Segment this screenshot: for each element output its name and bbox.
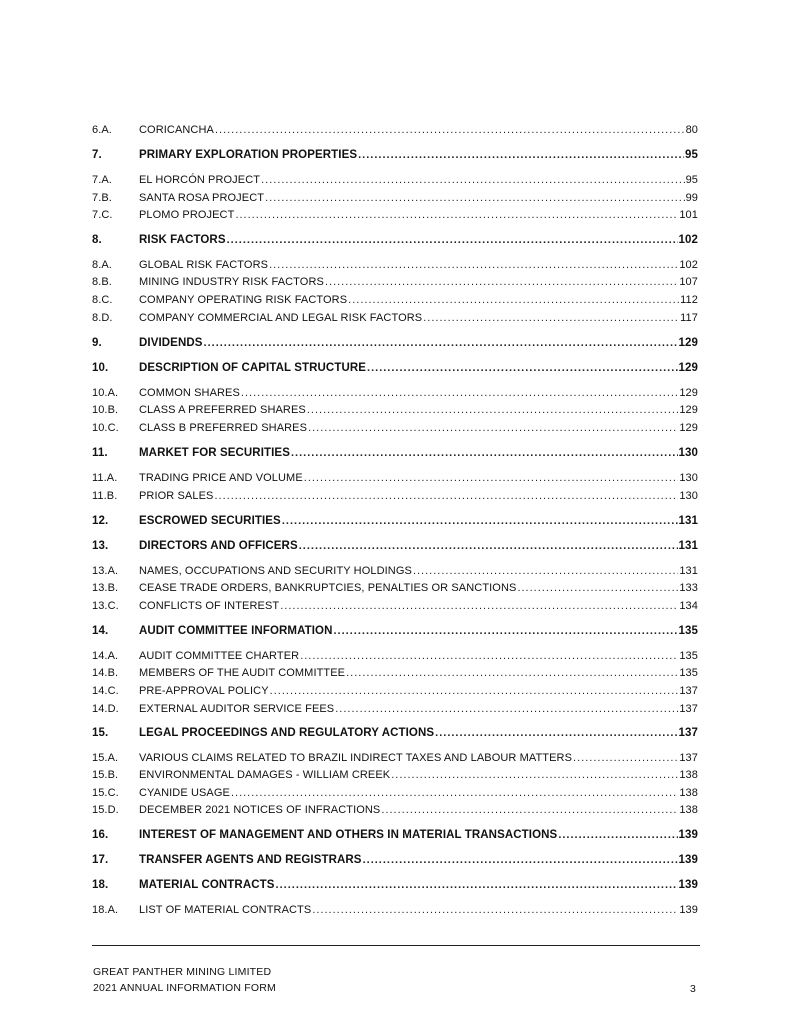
toc-subsection-entry[interactable]	[92, 121, 698, 137]
toc-entry-number: 13.B.	[92, 582, 119, 594]
dot-leader	[204, 336, 678, 350]
dot-leader	[276, 878, 678, 892]
dot-leader	[435, 726, 677, 740]
toc-entry-number: 10.B.	[92, 404, 119, 416]
dot-leader	[261, 173, 684, 187]
toc-entry-number: 14.A.	[92, 650, 119, 662]
toc-entry-page: 131	[678, 540, 698, 552]
toc-section-entry[interactable]	[92, 444, 698, 460]
toc-entry-page: 130	[678, 447, 698, 459]
toc-entry-page: 135	[678, 625, 698, 637]
toc-entry-title: AUDIT COMMITTEE INFORMATION	[139, 625, 333, 637]
dot-leader	[517, 581, 678, 595]
toc-entry-page: 80	[685, 124, 698, 136]
toc-entry-number: 17.	[92, 854, 109, 866]
toc-entry-number: 18.	[92, 879, 109, 891]
toc-subsection-entry[interactable]	[92, 273, 698, 289]
toc-entry-title: ESCROWED SECURITIES	[139, 515, 281, 527]
toc-entry-number: 13.A.	[92, 565, 119, 577]
toc-entry-title: PRIMARY EXPLORATION PROPERTIES	[139, 149, 358, 161]
toc-subsection-entry[interactable]	[92, 801, 698, 817]
toc-entry-page: 137	[679, 703, 698, 715]
toc-entry-page: 139	[678, 829, 698, 841]
toc-entry-page: 130	[679, 472, 698, 484]
toc-entry-number: 6.A.	[92, 124, 112, 136]
dot-leader	[269, 258, 678, 272]
dot-leader	[335, 702, 678, 716]
toc-entry-page: 95	[685, 149, 698, 161]
toc-entry-title: CLASS B PREFERRED SHARES	[139, 422, 308, 434]
toc-entry-number: 8.C.	[92, 294, 113, 306]
toc-entry-number: 9.	[92, 337, 102, 349]
dot-leader	[358, 148, 684, 162]
toc-entry-title: DESCRIPTION OF CAPITAL STRUCTURE	[139, 362, 367, 374]
toc-entry-title: MATERIAL CONTRACTS	[139, 879, 275, 891]
toc-entry-number: 14.D.	[92, 703, 119, 715]
toc-entry-number: 18.A.	[92, 904, 119, 916]
toc-entry-number: 11.B.	[92, 490, 118, 502]
toc-entry-title: COMMON SHARES	[139, 387, 240, 399]
toc-entry-title: TRANSFER AGENTS AND REGISTRARS	[139, 854, 362, 866]
toc-entry-page: 112	[680, 294, 698, 306]
toc-entry-number: 14.	[92, 625, 109, 637]
dot-leader	[280, 599, 678, 613]
toc-entry-title: TRADING PRICE AND VOLUME	[139, 472, 303, 484]
toc-entry-page: 134	[679, 600, 698, 612]
toc-subsection-entry[interactable]	[92, 579, 698, 595]
toc-entry-number: 10.C.	[92, 422, 119, 434]
toc-entry-number: 10.	[92, 362, 109, 374]
toc-entry-number: 14.B.	[92, 667, 119, 679]
toc-entry-title: EL HORCÓN PROJECT	[139, 174, 261, 186]
toc-entry-number: 15.B.	[92, 769, 119, 781]
toc-entry-page: 99	[685, 192, 698, 204]
dot-leader	[235, 208, 678, 222]
toc-subsection-entry[interactable]	[92, 647, 698, 663]
toc-entry-title: NAMES, OCCUPATIONS AND SECURITY HOLDINGS	[139, 565, 412, 577]
toc-entry-number: 13.C.	[92, 600, 119, 612]
toc-entry-title: DECEMBER 2021 NOTICES OF INFRACTIONS	[139, 804, 381, 816]
toc-entry-title: DIVIDENDS	[139, 337, 203, 349]
toc-subsection-entry[interactable]	[92, 784, 698, 800]
dot-leader	[558, 828, 677, 842]
toc-entry-title: ENVIRONMENTAL DAMAGES - WILLIAM CREEK	[139, 769, 391, 781]
toc-subsection-entry[interactable]	[92, 487, 698, 503]
toc-entry-number: 15.D.	[92, 804, 119, 816]
toc-section-entry[interactable]	[92, 334, 698, 350]
toc-entry-title: LIST OF MATERIAL CONTRACTS	[139, 904, 312, 916]
dot-leader	[307, 403, 679, 417]
toc-entry-title: LEGAL PROCEEDINGS AND REGULATORY ACTIONS	[139, 727, 435, 739]
toc-subsection-entry[interactable]	[92, 256, 698, 272]
toc-subsection-entry[interactable]	[92, 419, 698, 435]
dot-leader	[231, 786, 678, 800]
dot-leader	[265, 191, 684, 205]
toc-section-entry[interactable]	[92, 876, 698, 892]
toc-entry-title: RISK FACTORS	[139, 234, 226, 246]
toc-section-entry[interactable]	[92, 826, 698, 842]
toc-entry-title: EXTERNAL AUDITOR SERVICE FEES	[139, 703, 335, 715]
dot-leader	[282, 514, 678, 528]
toc-subsection-entry[interactable]	[92, 189, 698, 205]
toc-entry-number: 16.	[92, 829, 109, 841]
toc-entry-number: 11.A.	[92, 472, 118, 484]
toc-subsection-entry[interactable]	[92, 597, 698, 613]
toc-entry-title: AUDIT COMMITTEE CHARTER	[139, 650, 300, 662]
toc-entry-title: MARKET FOR SECURITIES	[139, 447, 290, 459]
dot-leader	[423, 311, 679, 325]
toc-entry-number: 11.	[92, 447, 108, 459]
toc-entry-page: 129	[679, 422, 698, 434]
toc-entry-title: SANTA ROSA PROJECT	[139, 192, 265, 204]
dot-leader	[291, 446, 678, 460]
toc-entry-number: 15.A.	[92, 752, 119, 764]
toc-section-entry[interactable]	[92, 851, 698, 867]
toc-subsection-entry[interactable]	[92, 682, 698, 698]
toc-entry-number: 15.	[92, 727, 109, 739]
dot-leader	[227, 233, 678, 247]
toc-section-entry[interactable]	[92, 146, 698, 162]
toc-entry-page: 101	[679, 209, 698, 221]
toc-entry-title: CLASS A PREFERRED SHARES	[139, 404, 306, 416]
toc-entry-number: 8.	[92, 234, 102, 246]
toc-entry-page: 139	[678, 879, 698, 891]
dot-leader	[304, 471, 679, 485]
dot-leader	[312, 903, 678, 917]
toc-section-entry[interactable]	[92, 724, 698, 740]
toc-section-entry[interactable]	[92, 512, 698, 528]
toc-subsection-entry[interactable]	[92, 749, 698, 765]
dot-leader	[241, 386, 678, 400]
toc-entry-number: 13.	[92, 540, 109, 552]
toc-entry-title: PRE-APPROVAL POLICY	[139, 685, 269, 697]
toc-entry-number: 7.	[92, 149, 102, 161]
toc-subsection-entry[interactable]	[92, 384, 698, 400]
toc-entry-page: 131	[678, 515, 698, 527]
footer-divider	[92, 945, 700, 946]
toc-subsection-entry[interactable]	[92, 664, 698, 680]
footer-company: GREAT PANTHER MINING LIMITED	[93, 966, 272, 978]
toc-section-entry[interactable]	[92, 359, 698, 375]
toc-subsection-entry[interactable]	[92, 206, 698, 222]
toc-entry-page: 129	[679, 387, 698, 399]
toc-entry-number: 10.A.	[92, 387, 119, 399]
toc-entry-page: 130	[679, 490, 698, 502]
dot-leader	[413, 564, 678, 578]
toc-subsection-entry[interactable]	[92, 469, 698, 485]
toc-entry-number: 7.C.	[92, 209, 113, 221]
toc-entry-title: CORICANCHA	[139, 124, 214, 136]
toc-entry-page: 131	[679, 565, 698, 577]
toc-subsection-entry[interactable]	[92, 901, 698, 917]
toc-entry-page: 107	[679, 276, 698, 288]
dot-leader	[270, 684, 679, 698]
dot-leader	[381, 803, 678, 817]
toc-entry-page: 95	[685, 174, 698, 186]
toc-entry-number: 12.	[92, 515, 109, 527]
toc-entry-number: 8.D.	[92, 312, 113, 324]
toc-section-entry[interactable]	[92, 231, 698, 247]
toc-subsection-entry[interactable]	[92, 700, 698, 716]
toc-entry-title: CEASE TRADE ORDERS, BANKRUPTCIES, PENALTIES OR SANCTIONS	[139, 582, 517, 594]
toc-entry-title: MEMBERS OF THE AUDIT COMMITTEE	[139, 667, 346, 679]
toc-entry-title: CONFLICTS OF INTEREST	[139, 600, 280, 612]
toc-entry-page: 129	[678, 362, 698, 374]
toc-entry-page: 138	[679, 804, 698, 816]
footer-document-title: 2021 ANNUAL INFORMATION FORM	[93, 982, 276, 994]
toc-subsection-entry[interactable]	[92, 766, 698, 782]
toc-entry-number: 7.B.	[92, 192, 112, 204]
toc-entry-number: 8.B.	[92, 276, 112, 288]
dot-leader	[363, 853, 678, 867]
toc-entry-title: COMPANY COMMERCIAL AND LEGAL RISK FACTORS	[139, 312, 423, 324]
toc-entry-page: 129	[678, 337, 698, 349]
toc-entry-page: 138	[679, 769, 698, 781]
toc-subsection-entry[interactable]	[92, 562, 698, 578]
toc-entry-number: 7.A.	[92, 174, 112, 186]
dot-leader	[308, 421, 678, 435]
toc-entry-page: 133	[679, 582, 698, 594]
dot-leader	[346, 666, 678, 680]
toc-subsection-entry[interactable]	[92, 401, 698, 417]
toc-entry-title: VARIOUS CLAIMS RELATED TO BRAZIL INDIRECT TAXES AND LABOUR MATTERS	[139, 752, 573, 764]
toc-entry-page: 129	[679, 404, 698, 416]
dot-leader	[573, 751, 678, 765]
toc-entry-page: 117	[680, 312, 698, 324]
toc-entry-page: 139	[679, 904, 698, 916]
toc-entry-number: 8.A.	[92, 259, 112, 271]
toc-entry-title: GLOBAL RISK FACTORS	[139, 259, 269, 271]
dot-leader	[348, 293, 679, 307]
toc-entry-page: 102	[678, 234, 698, 246]
toc-subsection-entry[interactable]	[92, 309, 698, 325]
toc-subsection-entry[interactable]	[92, 291, 698, 307]
dot-leader	[214, 489, 678, 503]
dot-leader	[299, 539, 678, 553]
dot-leader	[367, 361, 677, 375]
dot-leader	[300, 649, 678, 663]
toc-entry-page: 137	[678, 727, 698, 739]
dot-leader	[334, 624, 678, 638]
toc-subsection-entry[interactable]	[92, 171, 698, 187]
dot-leader	[325, 275, 678, 289]
toc-entry-title: INTEREST OF MANAGEMENT AND OTHERS IN MATERIAL TRANSACTIONS	[139, 829, 558, 841]
toc-entry-page: 135	[679, 650, 698, 662]
toc-entry-page: 137	[679, 752, 698, 764]
toc-entry-page: 137	[679, 685, 698, 697]
toc-section-entry[interactable]	[92, 622, 698, 638]
page-number: 3	[690, 983, 696, 995]
toc-entry-title: COMPANY OPERATING RISK FACTORS	[139, 294, 348, 306]
toc-entry-page: 138	[679, 787, 698, 799]
toc-entry-number: 14.C.	[92, 685, 119, 697]
toc-entry-number: 15.C.	[92, 787, 119, 799]
toc-entry-title: DIRECTORS AND OFFICERS	[139, 540, 298, 552]
toc-entry-title: PRIOR SALES	[139, 490, 214, 502]
toc-entry-title: MINING INDUSTRY RISK FACTORS	[139, 276, 324, 288]
dot-leader	[391, 768, 678, 782]
toc-section-entry[interactable]	[92, 537, 698, 553]
toc-entry-page: 139	[678, 854, 698, 866]
dot-leader	[215, 123, 685, 137]
toc-entry-title: PLOMO PROJECT	[139, 209, 235, 221]
toc-entry-page: 102	[679, 259, 698, 271]
toc-entry-title: CYANIDE USAGE	[139, 787, 230, 799]
toc-entry-page: 135	[679, 667, 698, 679]
